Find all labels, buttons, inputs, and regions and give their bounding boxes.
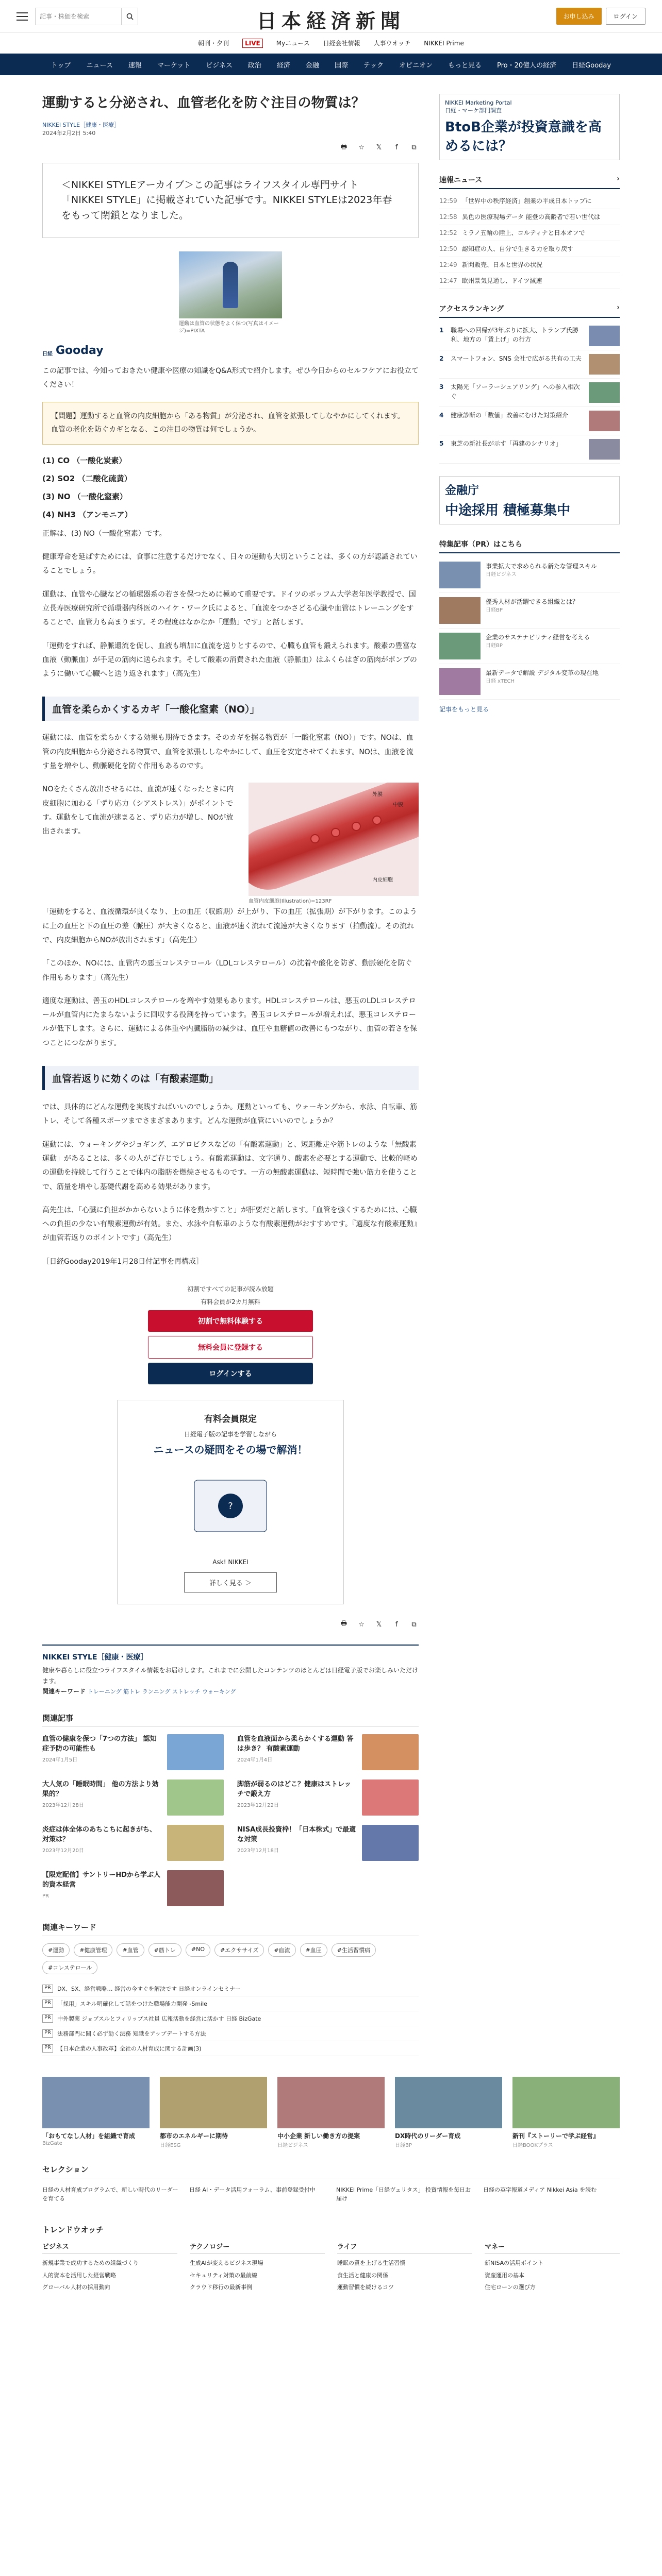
- nav-politics[interactable]: 政治: [247, 61, 261, 70]
- chevron-right-icon[interactable]: ›: [617, 303, 620, 312]
- top-bar: [0, 0, 662, 33]
- nav-gooday[interactable]: 日経Gooday: [572, 61, 611, 70]
- pr-thumbnail: [439, 668, 481, 695]
- bottom-card[interactable]: [395, 2077, 502, 2148]
- related-date: 2023年12月20日: [42, 1848, 84, 1854]
- news-list: [439, 193, 620, 289]
- pr-source: 日経BP: [486, 607, 503, 613]
- card-thumbnail: [42, 2077, 150, 2128]
- series-related-label: 関連キーワード: [42, 1688, 86, 1696]
- related-grid: [42, 1734, 419, 1906]
- selection-heading: セレクション: [42, 2164, 620, 2178]
- source-note: ［日経Gooday2019年1月28日付記事を再構成］: [42, 1257, 204, 1266]
- pr-text-wrap: [486, 562, 597, 588]
- card-title: DX時代のリーダー育成: [395, 2132, 461, 2140]
- print-icon[interactable]: 🖶: [340, 1620, 347, 1628]
- rank-title: 太陽光「ソーラーシェアリング」への参入相次ぐ: [451, 383, 580, 400]
- nav-news[interactable]: ニュース: [86, 61, 113, 70]
- choice-1: (1) CO （一酸化炭素）: [42, 455, 127, 465]
- pr-text: 法務部門に聞く必ず効く法務 知識をアップデートする方法: [57, 2030, 206, 2037]
- news-item[interactable]: [439, 273, 620, 289]
- rank-thumbnail: [589, 439, 620, 460]
- pr-link[interactable]: [42, 1981, 419, 1996]
- bottom-section: [42, 2077, 620, 2294]
- keyword-tag[interactable]: #健康管理: [74, 1943, 112, 1957]
- trend-item[interactable]: 資産運用の基本: [485, 2272, 524, 2279]
- related-title: 血管を血液面から柔らかくする運動 答は歩き？ 有酸素運動 2024年1月4日: [237, 1734, 357, 1770]
- figure-caption: 運動は血管の状態をよく保つ(写真はイメージ)=PIXTA: [179, 321, 279, 334]
- pr-text: 「採用」スキル明確化して話をつけた職場能力開発 -Smile: [57, 2000, 207, 2007]
- card-source: 日経BP: [395, 2142, 412, 2148]
- trial-button[interactable]: 初割で無料体験する: [148, 1310, 313, 1332]
- related-title: 炎症は体全体のあちこちに起きがち、対策は？ 2023年12月20日: [42, 1825, 162, 1861]
- card-source: 日経ESG: [160, 2142, 181, 2148]
- pr-link[interactable]: [42, 2011, 419, 2026]
- trend-column: [42, 2241, 177, 2294]
- pr-tag: PR: [42, 1999, 53, 2008]
- pr-article[interactable]: [439, 593, 620, 629]
- news-heading: [439, 175, 620, 189]
- series-link[interactable]: NIKKEI STYLE［健康・医療］: [42, 121, 120, 128]
- trend-item[interactable]: グローバル人材の採用動向: [42, 2284, 110, 2291]
- pr-thumbnail: [439, 597, 481, 624]
- news-title: 異色の医療現場データ 能登の高齢者で若い世代は: [462, 213, 600, 221]
- keyword-tag[interactable]: #血流: [268, 1943, 295, 1957]
- pr-text-wrap: [486, 633, 590, 659]
- card-title: 都市のエネルギーに期待: [160, 2132, 228, 2140]
- news-item[interactable]: [439, 193, 620, 209]
- gooday-brand: Gooday: [56, 344, 104, 357]
- nav-market[interactable]: マーケット: [157, 61, 191, 70]
- nav-economy[interactable]: 経済: [276, 61, 290, 70]
- news-time: 12:52: [439, 229, 457, 236]
- promo-visual: [129, 1465, 332, 1557]
- news-item[interactable]: [439, 257, 620, 273]
- pr-link[interactable]: [42, 2041, 419, 2056]
- trend-item[interactable]: 運動習慣を続けるコツ: [337, 2284, 394, 2291]
- nav-world[interactable]: 国際: [334, 61, 348, 70]
- pr-title: 企業のサステナビリティ経営を考える: [486, 634, 590, 641]
- x-share-icon[interactable]: 𝕏: [376, 144, 382, 152]
- trend-item[interactable]: 人的資本を活用した経営戦略: [42, 2272, 116, 2279]
- sidebar: [439, 94, 620, 2056]
- facebook-share-icon[interactable]: f: [395, 1620, 398, 1629]
- section-heading: 血管若返りに効くのは「有酸素運動」: [42, 1066, 419, 1090]
- paywall-line: 初割ですべての記事が読み放題: [187, 1285, 274, 1293]
- paragraph-with-figure: [42, 783, 419, 905]
- news-time: 12:59: [439, 197, 457, 205]
- keyword-tag[interactable]: #血圧: [300, 1943, 327, 1957]
- trend-category[interactable]: ライフ: [337, 2241, 472, 2254]
- rank-number: 3: [439, 383, 444, 391]
- selection-grid: [42, 2185, 620, 2204]
- hamburger-menu-icon[interactable]: [16, 12, 28, 21]
- pr-article[interactable]: [439, 629, 620, 664]
- article-title: 運動すると分泌され、血管老化を防ぐ注目の物質は？: [42, 95, 365, 111]
- section-heading: 血管を柔らかくするカギ「一酸化窒素（NO）」: [42, 697, 419, 721]
- choice-3: (3) NO （一酸化窒素）: [42, 492, 127, 501]
- trend-item[interactable]: 生成AIが変えるビジネス現場: [190, 2260, 263, 2267]
- pr-link[interactable]: [42, 2026, 419, 2041]
- subnav-paper[interactable]: 朝刊・夕刊: [198, 40, 229, 47]
- related-article[interactable]: [237, 1825, 419, 1861]
- share-bar-bottom: [42, 1620, 419, 1629]
- related-title: 血管の健康を保つ「7つの方法」 認知症予防の可能性も 2024年1月5日: [42, 1734, 162, 1770]
- search-input[interactable]: [36, 8, 121, 25]
- related-thumbnail: [362, 1780, 419, 1816]
- running-photo: [179, 251, 282, 318]
- news-title: ミラノ五輪の陸上、コルティナと日本オフで: [462, 229, 585, 236]
- body-paragraph: 運動には、ウォーキングやジョギング、エアロビクスなどの「有酸素運動」と、短距離走や筋トレのような「無酸素運動」があることは、多くの人がご存じでしょう。有酸素運動は、文字通り、酸素を必要とする運動で、比較的軽めの運動を持続して行うことで体内の脂肪を燃焼させるものです。一方の無酸素運動は、短時間で強い筋力を使うことで、筋量を増やし基礎代謝を高める効果があります。: [42, 1140, 418, 1191]
- related-date: 2023年12月28日: [42, 1802, 84, 1808]
- related-title: 【限定配信】サントリーHDから学ぶ人的資本経営 PR: [42, 1870, 162, 1906]
- rank-thumbnail: [589, 326, 620, 346]
- sidebar-ad-marketing[interactable]: [439, 94, 620, 160]
- body-paragraph: では、具体的にどんな運動を実践すればいいのでしょうか。運動といっても、ウォーキングから、水泳、自転車、筋トレ、そして各種スポーツまでさまざまあります。どんな運動が血管にいいのでしょうか？: [42, 1103, 418, 1126]
- pr-thumbnail: [439, 633, 481, 659]
- rank-title: 健康診断の「数値」改善にむけた対策紹介: [451, 412, 569, 419]
- trend-column: [337, 2241, 472, 2294]
- pr-tag: PR: [42, 1985, 53, 1993]
- article-date: 2024年2月2日 5:40: [42, 129, 96, 137]
- news-time: 12:49: [439, 261, 457, 268]
- pr-list: [439, 557, 620, 700]
- trend-category[interactable]: マネー: [485, 2241, 620, 2254]
- promo-box: [117, 1400, 344, 1604]
- trend-item[interactable]: 睡眠の質を上げる生活習慣: [337, 2260, 405, 2267]
- series-title[interactable]: NIKKEI STYLE［健康・医療］: [42, 1653, 148, 1662]
- pr-heading-text: 特集記事（PR）はこちら: [439, 540, 523, 549]
- body-paragraph: 高先生は、「心臓に負担がかからないように体を動かすこと」が肝要だと話します。「血管を強くするためには、心臓への負担の少ない有酸素運動が有効。また、水泳や自転車のような有酸素運動がおすすめです。『適度な有酸素運動』が血管若返りのポイントです」（高先生）: [42, 1206, 418, 1243]
- choice-2: (2) SO2 （二酸化硫黄）: [42, 473, 132, 483]
- main-navigation: [0, 54, 662, 75]
- rank-number: 2: [439, 355, 444, 362]
- subnav-prime[interactable]: NIKKEI Prime: [424, 39, 464, 47]
- card-title: 「おもてなし人材」を組織で育成: [42, 2132, 136, 2140]
- trend-item[interactable]: クラウド移行の最新事例: [190, 2284, 252, 2291]
- search-box: [35, 8, 138, 25]
- ranking-heading-text: アクセスランキング: [439, 305, 504, 313]
- subnav-live[interactable]: LIVE: [242, 39, 263, 48]
- rank-title: 職場への回帰が3年ぶりに拡大、トランプ氏勝利、地方の「賃上げ」の行方: [451, 327, 578, 343]
- ranking-list: [439, 322, 620, 464]
- selection-item[interactable]: 日経の英字報道メディア Nikkei Asia を読む: [483, 2186, 597, 2193]
- chevron-right-icon[interactable]: ›: [617, 175, 620, 183]
- related-date: 2024年1月4日: [237, 1757, 273, 1763]
- card-source: 日経BOOKプラス: [512, 2142, 553, 2148]
- share-bar: [42, 143, 419, 152]
- pr-title: 優秀人材が活躍できる組織とは？: [486, 598, 579, 605]
- pr-title: 事業拡大で求められる新たな管理スキル: [486, 563, 597, 570]
- ranking-item[interactable]: [439, 379, 620, 407]
- rank-thumbnail: [589, 411, 620, 431]
- site-header: [0, 0, 662, 75]
- ad-label: 日経・マーケ部門調査: [445, 107, 502, 114]
- card-source: 日経ビジネス: [277, 2142, 308, 2148]
- ad-title: 金融庁: [445, 484, 479, 497]
- copy-link-icon[interactable]: ⧉: [411, 144, 417, 152]
- pr-article[interactable]: [439, 664, 620, 700]
- rank-thumbnail: [589, 354, 620, 375]
- related-article[interactable]: [42, 1734, 224, 1770]
- pr-link[interactable]: [42, 1996, 419, 2011]
- related-thumbnail: [362, 1825, 419, 1861]
- subnav-company-info[interactable]: 日経会社情報: [323, 40, 360, 47]
- news-heading-text: 速報ニュース: [439, 176, 483, 184]
- keyword-tag[interactable]: #NO: [186, 1943, 210, 1957]
- pr-tag: PR: [42, 2044, 53, 2053]
- vessel-label: 中膜: [393, 802, 403, 808]
- bottom-card-grid: [42, 2077, 620, 2148]
- card-thumbnail: [277, 2077, 385, 2128]
- body-paragraph: 健康寿命を延ばすためには、食事に注意するだけでなく、日々の運動も大切ということは、多くの方が認識されていることでしょう。: [42, 553, 418, 575]
- vessel-label: 内皮細胞: [372, 877, 393, 884]
- series-links[interactable]: トレーニング 筋トレ ランニング ストレッチ ウォーキング: [87, 1688, 236, 1696]
- trend-column: [190, 2241, 325, 2294]
- subnav-personnel[interactable]: 人事ウオッチ: [373, 40, 411, 47]
- related-title: 脚筋が弱るのはどこ？健康はストレッチで鍛え方 2023年12月22日: [237, 1780, 357, 1816]
- logo-text[interactable]: 日本経済新聞: [256, 9, 405, 32]
- body-paragraph: 運動は、血管や心臓などの循環器系の若さを保つために極めて重要です。ドイツのボッフム大学老年医学教授で、国立長寿医療研究所で循環器内科医のハイケ・ワーク氏によると、「血流をつかさどる心臓や血管はトレーニングをすることで、血管力も高まります。その程度はなかなか「運動」です」と話します。: [42, 590, 416, 627]
- rank-number: 5: [439, 440, 444, 447]
- paywall-login-button[interactable]: ログインする: [148, 1363, 313, 1384]
- card-title: 中小企業 新しい働き方の提案: [277, 2132, 360, 2140]
- trend-column: [485, 2241, 620, 2294]
- pr-link-list: [42, 1981, 419, 2056]
- sub-navigation: [0, 33, 662, 54]
- keyword-tag[interactable]: #生活習慣病: [332, 1943, 376, 1957]
- nav-breaking[interactable]: 速報: [128, 61, 142, 70]
- promo-sub: 日経電子版の記事を学習しながら: [184, 1430, 277, 1438]
- vessel-figure: [249, 783, 419, 905]
- body-paragraph: 「運動をすると、血液循環が良くなり、上の血圧（収縮期）が上がり、下の血圧（拡張期）が下がります。このように上の血圧と下の血圧の差（脈圧）が大きくなると、血液が速く流れて流速が大きくなります（拍動流）。その流れで、内皮細胞からNOが放出されます」（高先生）: [42, 908, 417, 944]
- ranking-heading: [439, 303, 620, 318]
- news-item[interactable]: [439, 241, 620, 257]
- news-time: 12:58: [439, 213, 457, 221]
- bookmark-icon[interactable]: ☆: [358, 144, 365, 152]
- news-item[interactable]: [439, 209, 620, 225]
- rank-title: 東芝の新社長が示す「再建のシナリオ」: [451, 440, 562, 447]
- card-source: BizGate: [42, 2140, 62, 2146]
- article-figure: [179, 251, 282, 335]
- news-time: 12:47: [439, 277, 457, 284]
- free-register-button[interactable]: 無料会員に登録する: [148, 1336, 313, 1359]
- series-box: [42, 1645, 419, 1697]
- card-title: 新刊『ストーリーで学ぶ経営』: [512, 2132, 600, 2140]
- pr-text-wrap: [486, 597, 578, 624]
- pr-article[interactable]: [439, 557, 620, 593]
- related-article[interactable]: [237, 1780, 419, 1816]
- selection-item[interactable]: NIKKEI Prime「日経ヴェリタス」 投資情報を毎日お届け: [336, 2186, 471, 2202]
- pr-text: 中外製薬 ジョブスルとフィリップス社員 広報活動を経営に活かす 日経 BizGate: [57, 2015, 261, 2022]
- trend-category[interactable]: ビジネス: [42, 2241, 177, 2254]
- series-desc: 健康や暮らしに役立つライフスタイル情報をお届けします。これまでに公開したコンテンツのほとんどは日経電子版でお楽しみいただけます。: [42, 1667, 419, 1685]
- trend-item[interactable]: 新NISAの活用ポイント: [485, 2260, 544, 2267]
- pr-tag: PR: [42, 2014, 53, 2023]
- nav-opinion[interactable]: オピニオン: [399, 61, 433, 70]
- related-article[interactable]: [42, 1825, 224, 1861]
- card-thumbnail: [512, 2077, 620, 2128]
- trend-item[interactable]: セキュリティ対策の最前線: [190, 2272, 257, 2279]
- pr-source: 日経BP: [486, 643, 503, 649]
- card-thumbnail: [160, 2077, 267, 2128]
- related-thumbnail: [167, 1780, 224, 1816]
- rank-number: 4: [439, 412, 444, 419]
- related-thumbnail: [167, 1870, 224, 1906]
- nav-business[interactable]: ビジネス: [206, 61, 233, 70]
- svg-text:?: ?: [228, 1501, 233, 1512]
- ranking-item[interactable]: [439, 407, 620, 435]
- trend-item[interactable]: 新規事業で成功するための組織づくり: [42, 2260, 139, 2267]
- bottom-card[interactable]: [512, 2077, 620, 2148]
- pr-tag: PR: [42, 2029, 53, 2038]
- trend-grid: [42, 2241, 620, 2294]
- question-box: 【問題】運動すると血管の内皮細胞から「ある物質」が分泌され、血管を拡張してしなやかにしてくれます。血管の老化を防ぐカギとなる、この注目の物質は何でしょうか。: [42, 402, 419, 445]
- more-link[interactable]: 記事をもっと見る: [439, 706, 489, 713]
- news-item[interactable]: [439, 225, 620, 241]
- selection-item[interactable]: 日経の人材育成プログラムで、新しい時代のリーダーを育てる: [42, 2186, 178, 2202]
- news-title: 新聞販売、日本と世界の状況: [462, 261, 543, 268]
- body-paragraph: 「このほか、NOには、血管内の悪玉コレステロール（LDLコレステロール）の沈着や酸化を防ぎ、動脈硬化を防ぐ作用もあります」（高先生）: [42, 959, 412, 982]
- ranking-item[interactable]: [439, 435, 620, 464]
- trend-category[interactable]: テクノロジー: [190, 2241, 325, 2254]
- blood-vessel-illustration: [249, 783, 419, 896]
- keyword-tag[interactable]: #筋トレ: [148, 1943, 181, 1957]
- x-share-icon[interactable]: 𝕏: [376, 1620, 382, 1629]
- related-thumbnail: [167, 1825, 224, 1861]
- related-thumbnail: [362, 1734, 419, 1770]
- related-title: NISA成長投資枠！「日本株式」で最適な対策 2023年12月18日: [237, 1825, 356, 1854]
- selection-item[interactable]: 日経 AI・データ活用フォーラム、事前登録受付中: [189, 2186, 316, 2193]
- news-title: 認知症の人、自分で生きる力を取り戻す: [462, 245, 574, 252]
- related-date: 2023年12月22日: [237, 1802, 279, 1808]
- pr-source: 日経 xTECH: [486, 679, 515, 684]
- nav-top[interactable]: トップ: [51, 61, 71, 70]
- paywall-line: 有料会員が2カ月無料: [201, 1298, 260, 1306]
- pr-text: DX、SX、経営戦略… 経営の今すぐを解決です 日経オンラインセミナー: [57, 1985, 241, 1992]
- related-article[interactable]: [42, 1870, 224, 1906]
- pr-heading: [439, 539, 620, 553]
- nav-tech[interactable]: テック: [363, 61, 384, 70]
- bottom-card[interactable]: [160, 2077, 267, 2148]
- related-date: 2023年12月18日: [237, 1848, 279, 1854]
- body-paragraph: 運動には、血管を柔らかくする効果も期待できます。そのカギを握る物質が「一酸化窒素（NO）」です。NOは、血管の内皮細胞から分泌される物質で、血管を拡張ししなやかにして、血圧を安定させてくれます。NOは、血液を流す量を増やし、動脈硬化を防ぐ作用もあるのです。: [42, 734, 413, 771]
- news-title: 欧州景気見通し、ドイツ減速: [462, 277, 542, 284]
- ad-label: NIKKEI Marketing Portal: [445, 99, 512, 106]
- subnav-mynews[interactable]: Myニュース: [276, 40, 310, 47]
- related-article[interactable]: [42, 1780, 224, 1816]
- news-time: 12:50: [439, 245, 457, 252]
- related-date: PR: [42, 1893, 49, 1899]
- login-button[interactable]: ログイン: [606, 8, 646, 25]
- ad-headline: 中途採用 積極募集中: [445, 503, 571, 518]
- archive-notice: ＜NIKKEI STYLEアーカイブ＞この記事はライフスタイル専門サイト「NIKKEI STYLE」に掲載されていた記事です。NIKKEI STYLEは2023年春をもって閉鎖となりました。: [42, 163, 419, 238]
- body-paragraph: 適度な運動は、善玉のHDLコレステロールを増やす効果もあります。HDLコレステロールは、悪玉のLDLコレステロールが血管内にたまらないように回収する役割を持っています。善玉コレステロールが増えれば、悪玉コレステロールが低下します。さらに、運動による体重や内臓脂肪の減少は、血圧や血糖値の改善にもつながり、血管の若さを保つことにつながります。: [42, 996, 417, 1047]
- promo-detail-button[interactable]: 詳しく見る ＞: [184, 1572, 277, 1592]
- article-column: [42, 94, 419, 2056]
- rank-title: スマートフォン、SNS 会社で広がる共有の工夫: [451, 355, 582, 362]
- answer-paragraph: 正解は、(3) NO（一酸化窒素）です。: [42, 529, 167, 538]
- promo-title: 有料会員限定: [204, 1414, 257, 1425]
- keywords-heading: 関連キーワード: [42, 1922, 419, 1936]
- trend-heading: トレンドウオッチ: [42, 2225, 104, 2235]
- search-icon[interactable]: [121, 8, 138, 25]
- gooday-logo: [42, 344, 419, 357]
- gooday-sub: 日経: [42, 351, 53, 357]
- subscribe-button[interactable]: お申し込み: [556, 8, 602, 25]
- pr-text-wrap: [486, 668, 599, 695]
- trend-item[interactable]: 住宅ローンの選び方: [485, 2284, 536, 2291]
- keyword-tags: [42, 1943, 419, 1974]
- bottom-card[interactable]: [277, 2077, 385, 2148]
- bookmark-icon[interactable]: ☆: [358, 1620, 365, 1629]
- rank-thumbnail: [589, 382, 620, 403]
- promo-brand: Ask! NIKKEI: [212, 1558, 249, 1566]
- keyword-tag[interactable]: #コレステロール: [42, 1961, 97, 1974]
- choice-4: (4) NH3 （アンモニア）: [42, 510, 133, 519]
- body-paragraph: NOをたくさん放出させるには、血流が速くなったときに内皮細胞に加わる「ずり応力（シアストレス）」がポイントです。運動をして血流が速まると、ずり応力が増し、NOが放出されます。: [42, 785, 234, 836]
- page-body: [42, 75, 620, 2056]
- nav-more[interactable]: もっと見る: [448, 61, 482, 70]
- pr-title: 最新データで解説 デジタル変革の現在地: [486, 669, 599, 676]
- nav-finance[interactable]: 金融: [305, 61, 319, 70]
- ad-headline: BtoB企業が投資意識を高めるには？: [445, 120, 602, 154]
- paywall: [42, 1284, 419, 1384]
- intro-paragraph: この記事では、今知っておきたい健康や医療の知識をQ&A形式で紹介します。ぜひ今日からのセルフケアにお役立てください！: [42, 367, 419, 389]
- sidebar-ad-fsa[interactable]: [439, 476, 620, 524]
- pr-thumbnail: [439, 562, 481, 588]
- rank-number: 1: [439, 327, 444, 334]
- related-title: 大人気の「睡眠時間」 他の方法より効果的？ 2023年12月28日: [42, 1780, 162, 1816]
- body-paragraph: 「運動をすれば、静脈還流を促し、血液も増加に血流を送りとするので、心臓も血管も鍛えられます。酸素の豊富な血液（動脈血）が手足の筋肉に送られます。そして酸素の消費された血液（静脈血）はふくらはぎの筋肉がポンプのように働いて心臓へと送り返されます」（高先生）: [42, 641, 417, 679]
- keyword-tag[interactable]: #運動: [42, 1943, 70, 1957]
- vessel-caption: 血管内皮細胞(Illustration)=123RF: [249, 899, 332, 905]
- copy-link-icon[interactable]: ⧉: [411, 1620, 417, 1629]
- vessel-label: 外膜: [372, 792, 383, 798]
- keyword-tag[interactable]: #エクササイズ: [214, 1943, 264, 1957]
- card-thumbnail: [395, 2077, 502, 2128]
- trend-item[interactable]: 食生活と健康の関係: [337, 2272, 388, 2279]
- pr-source: 日経ビジネス: [486, 572, 517, 578]
- related-date: 2024年1月5日: [42, 1757, 78, 1763]
- keyword-tag[interactable]: #血管: [117, 1943, 144, 1957]
- ranking-item[interactable]: [439, 350, 620, 379]
- print-icon[interactable]: 🖶: [340, 143, 347, 151]
- pr-text: 【日本企業の人事改革】全社の人材育成に関する計画(3): [57, 2045, 202, 2052]
- nav-pro[interactable]: Pro・20億人の経済: [497, 61, 557, 70]
- news-title: 「世界中の秩序経済」創業の平成日本トップに: [462, 197, 592, 205]
- facebook-share-icon[interactable]: f: [395, 144, 398, 152]
- related-article[interactable]: [237, 1734, 419, 1770]
- bottom-card[interactable]: [42, 2077, 150, 2148]
- related-heading: 関連記事: [42, 1713, 419, 1727]
- ranking-item[interactable]: [439, 322, 620, 350]
- related-thumbnail: [167, 1734, 224, 1770]
- promo-headline: ニュースの疑問をその場で解消！: [153, 1444, 308, 1456]
